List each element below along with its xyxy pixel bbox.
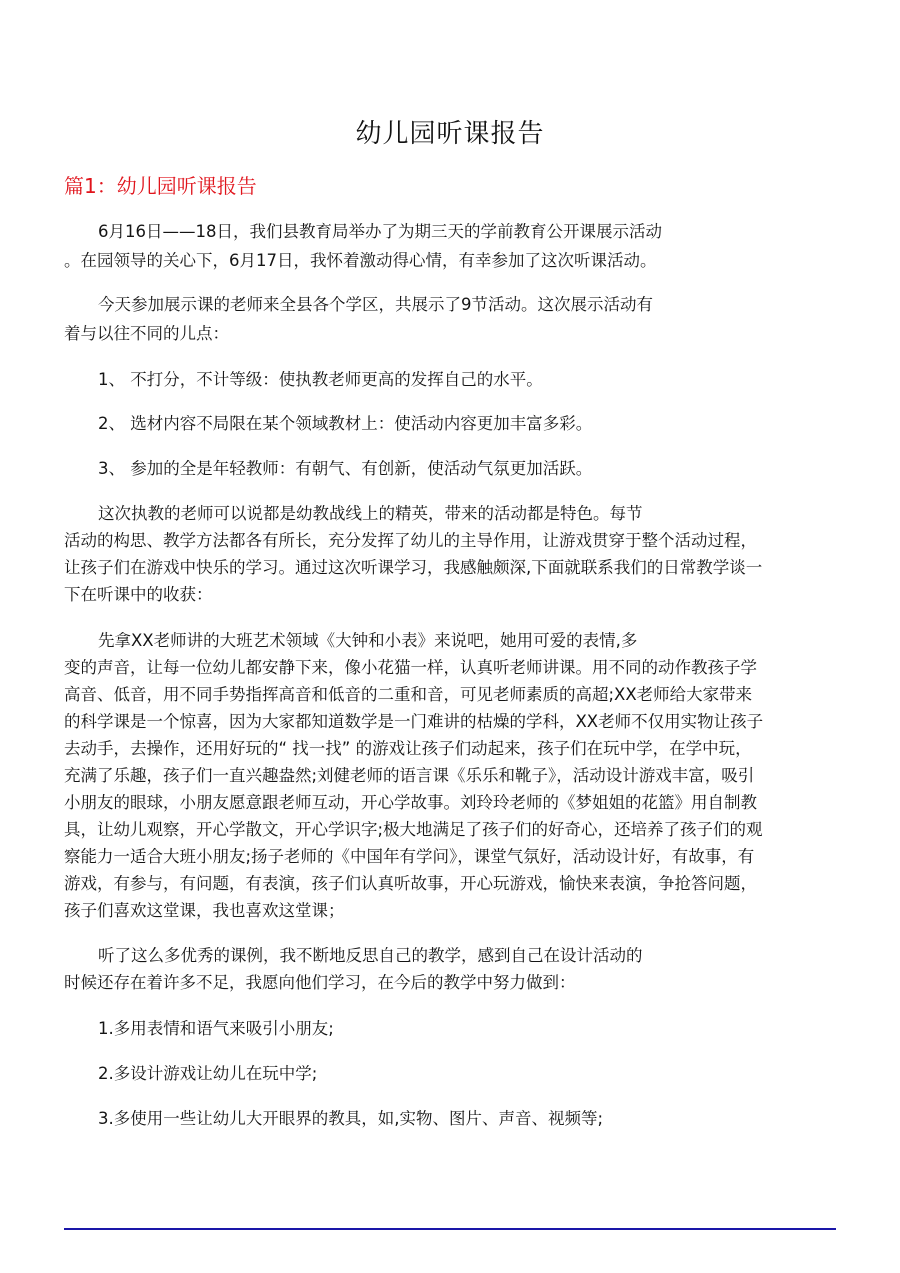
paragraph-line: 活动的构思、教学方法都各有所长，充分发挥了幼儿的主导作用，让游戏贯穿于整个活动过程， xyxy=(64,531,757,550)
list-item: 2.多设计游戏让幼儿在玩中学; xyxy=(98,1064,318,1083)
paragraph-line: 游戏，有参与，有问题，有表演，孩子们认真听故事，开心玩游戏，愉快来表演，争抢答问题， xyxy=(64,874,757,893)
paragraph-line: 孩子们喜欢这堂课，我也喜欢这堂课； xyxy=(64,901,345,920)
paragraph-line: 下在听课中的收获： xyxy=(64,585,213,604)
paragraph-line: 具，让幼儿观察，开心学散文，开心学识字;极大地满足了孩子们的好奇心，还培养了孩子们的观 xyxy=(64,820,763,839)
paragraph-line: 今天参加展示课的老师来全县各个学区，共展示了9节活动。这次展示活动有 xyxy=(98,295,653,314)
paragraph-line: 先拿XX老师讲的大班艺术领域《大钟和小表》来说吧，她用可爱的表情,多 xyxy=(98,631,638,650)
paragraph-line: 的科学课是一个惊喜，因为大家都知道数学是一门难讲的枯燥的学科，XX老师不仅用实物让孩子 xyxy=(64,712,764,731)
paragraph-line: 小朋友的眼球，小朋友愿意跟老师互动，开心学故事。刘玲玲老师的《梦姐姐的花篮》用自制教 xyxy=(64,793,757,812)
paragraph-line: 。在园领导的关心下，6月17日，我怀着激动得心情，有幸参加了这次听课活动。 xyxy=(64,251,657,270)
paragraph-line: 6月16日——18日，我们县教育局举办了为期三天的学前教育公开课展示活动 xyxy=(98,222,662,241)
paragraph-line: 时候还存在着许多不足，我愿向他们学习，在今后的教学中努力做到： xyxy=(64,973,576,992)
paragraph-line: 充满了乐趣，孩子们一直兴趣盎然;刘健老师的语言课《乐乐和靴子》，活动设计游戏丰富，吸引 xyxy=(64,766,755,785)
paragraph-line: 去动手，去操作，还用好玩的“ 找一找” 的游戏让孩子们动起来，孩子们在玩中学，在学中玩， xyxy=(64,739,752,758)
list-item: 2、 选材内容不局限在某个领域教材上：使活动内容更加丰富多彩。 xyxy=(98,414,593,433)
list-item: 3、 参加的全是年轻教师：有朝气、有创新，使活动气氛更加活跃。 xyxy=(98,459,593,478)
paragraph-line: 听了这么多优秀的课例，我不断地反思自己的教学，感到自己在设计活动的 xyxy=(98,946,643,965)
list-item: 1.多用表情和语气来吸引小朋友; xyxy=(98,1019,334,1038)
paragraph-line: 着与以往不同的儿点： xyxy=(64,324,229,343)
paragraph-line: 让孩子们在游戏中快乐的学习。通过这次听课学习，我感触颇深,下面就联系我们的日常教学谈一 xyxy=(64,558,763,577)
footer-divider xyxy=(64,1228,836,1230)
section-heading: 篇1：幼儿园听课报告 xyxy=(64,174,257,198)
paragraph-line: 变的声音，让每一位幼儿都安静下来，像小花猫一样，认真听老师讲课。用不同的动作教孩子学 xyxy=(64,658,757,677)
paragraph-line: 这次执教的老师可以说都是幼教战线上的精英，带来的活动都是特色。每节 xyxy=(98,504,643,523)
list-item: 1、 不打分，不计等级：使执教老师更高的发挥自己的水平。 xyxy=(98,370,543,389)
document-title: 幼儿园听课报告 xyxy=(355,119,545,149)
list-item: 3.多使用一些让幼儿大开眼界的教具，如,实物、图片、声音、视频等; xyxy=(98,1109,604,1128)
paragraph-line: 高音、低音，用不同手势指挥高音和低音的二重和音，可见老师素质的高超;XX老师给大家带来 xyxy=(64,685,753,704)
paragraph-line: 察能力一适合大班小朋友;扬子老师的《中国年有学问》，课堂气氛好，活动设计好，有故事，有 xyxy=(64,847,755,866)
